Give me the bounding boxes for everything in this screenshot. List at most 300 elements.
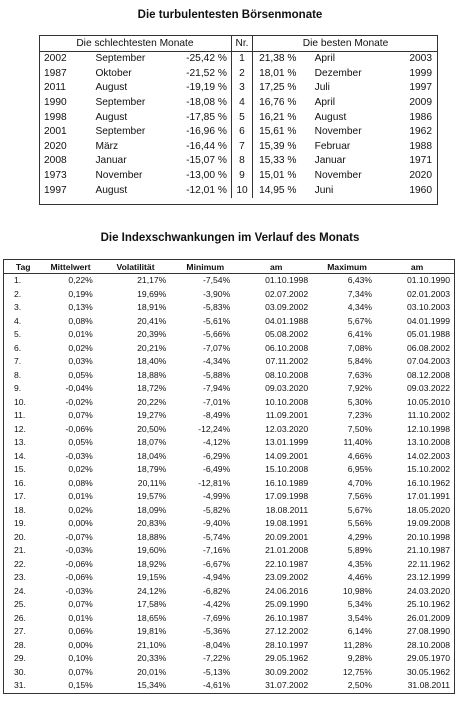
rank-nr-cell: 2 — [231, 67, 252, 82]
minimum-cell: -4,12% — [203, 437, 231, 448]
am-max-cell: 25.10.1962 — [406, 599, 450, 610]
tag-cell: 20. — [14, 531, 26, 542]
mittelwert-cell: -0,04% — [65, 383, 93, 394]
day-row — [4, 558, 455, 572]
tag-cell: 29. — [14, 653, 26, 664]
volatilitaet-cell: 24,12% — [137, 585, 167, 596]
header-tag: Tag — [4, 260, 43, 274]
worst-year-cell: 2020 — [44, 140, 67, 152]
volatilitaet-cell: 18,09% — [137, 504, 167, 515]
am-min-cell: 10.10.2008 — [265, 396, 309, 407]
best-month-cell: Juni — [314, 184, 334, 196]
day-row — [4, 490, 455, 504]
best-month-cell: November — [314, 170, 362, 182]
am-max-cell: 08.12.2008 — [406, 369, 450, 380]
volatilitaet-cell: 18,88% — [137, 369, 167, 380]
day-row — [4, 477, 455, 491]
worst-year-cell: 1973 — [44, 170, 67, 182]
worst-pct-cell: -15,07 % — [186, 155, 227, 167]
volatilitaet-cell: 18,65% — [137, 612, 167, 623]
tag-cell: 27. — [14, 626, 26, 637]
volatilitaet-cell: 19,69% — [137, 288, 167, 299]
am-max-cell: 17.01.1991 — [406, 491, 450, 502]
maximum-cell: 4,66% — [347, 450, 373, 461]
minimum-cell: -8,04% — [203, 639, 231, 650]
best-month-cell: Februar — [314, 140, 351, 152]
minimum-cell: -7,54% — [203, 275, 231, 286]
volatilitaet-cell: 20,22% — [137, 396, 167, 407]
minimum-cell: -5,66% — [203, 329, 231, 340]
am-min-cell: 04.01.1988 — [265, 315, 309, 326]
minimum-cell: -5,74% — [203, 531, 231, 542]
best-year-cell: 1960 — [409, 184, 432, 196]
maximum-cell: 7,34% — [347, 288, 373, 299]
maximum-cell: 5,84% — [347, 356, 373, 367]
best-year-cell: 1999 — [409, 67, 432, 79]
tag-cell: 25. — [14, 599, 26, 610]
day-row — [4, 342, 455, 356]
volatilitaet-cell: 19,60% — [137, 545, 167, 556]
rank-nr-cell: 4 — [231, 96, 252, 111]
day-row — [4, 504, 455, 518]
day-row — [4, 652, 455, 666]
day-row — [4, 517, 455, 531]
volatilitaet-cell: 19,15% — [137, 572, 167, 583]
tag-cell: 8. — [14, 369, 22, 380]
best-month-cell: Juli — [314, 82, 330, 94]
tag-cell: 6. — [14, 342, 22, 353]
am-max-cell: 30.05.1962 — [406, 666, 450, 677]
am-min-cell: 01.10.1998 — [265, 275, 309, 286]
tag-cell: 19. — [14, 518, 26, 529]
volatilitaet-cell: 19,57% — [137, 491, 167, 502]
am-max-cell: 01.10.1990 — [406, 275, 450, 286]
am-min-cell: 26.10.1987 — [265, 612, 309, 623]
worst-year-cell: 1990 — [44, 97, 67, 109]
tag-cell: 18. — [14, 504, 26, 515]
maximum-cell: 7,63% — [347, 369, 373, 380]
tag-cell: 15. — [14, 464, 26, 475]
mittelwert-cell: -0,06% — [65, 423, 93, 434]
mittelwert-cell: -0,07% — [65, 531, 93, 542]
best-month-cell: Dezember — [314, 67, 362, 79]
am-max-cell: 24.03.2020 — [406, 585, 450, 596]
maximum-cell: 6,95% — [347, 464, 373, 475]
rank-nr-cell: 9 — [231, 169, 252, 184]
tag-cell: 28. — [14, 639, 26, 650]
best-pct-cell: 17,25 % — [259, 82, 297, 94]
minimum-cell: -9,40% — [203, 518, 231, 529]
months-table-frame — [39, 35, 438, 205]
tag-cell: 12. — [14, 423, 26, 434]
am-min-cell: 15.10.2008 — [265, 464, 309, 475]
rank-nr-cell: 10 — [231, 183, 252, 198]
best-month-cell: August — [314, 111, 347, 123]
best-pct-cell: 15,39 % — [259, 140, 297, 152]
maximum-cell: 11,40% — [343, 437, 373, 448]
header-maximum: Maximum — [314, 260, 380, 274]
rank-nr-cell: 6 — [231, 125, 252, 140]
am-min-cell: 05.08.2002 — [265, 329, 309, 340]
tag-cell: 2. — [14, 288, 22, 299]
day-row — [4, 585, 455, 599]
minimum-cell: -5,88% — [203, 369, 231, 380]
day-row — [4, 450, 455, 464]
worst-pct-cell: -19,19 % — [186, 82, 227, 94]
mittelwert-cell: -0,06% — [65, 558, 93, 569]
volatilitaet-cell: 20,11% — [137, 477, 167, 488]
mittelwert-cell: 0,10% — [68, 653, 93, 664]
daily-table-header — [4, 260, 455, 274]
best-month-cell: November — [314, 126, 362, 138]
am-min-cell: 25.09.1990 — [265, 599, 309, 610]
tag-cell: 10. — [14, 396, 26, 407]
tag-cell: 7. — [14, 356, 22, 367]
mittelwert-cell: 0,22% — [68, 275, 93, 286]
minimum-cell: -7,22% — [203, 653, 231, 664]
am-min-cell: 03.09.2002 — [265, 302, 309, 313]
mittelwert-cell: 0,02% — [68, 504, 93, 515]
mittelwert-cell: -0,06% — [65, 572, 93, 583]
tag-cell: 13. — [14, 437, 26, 448]
volatilitaet-cell: 19,27% — [137, 410, 167, 421]
minimum-cell: -4,99% — [203, 491, 231, 502]
minimum-cell: -6,29% — [203, 450, 231, 461]
am-max-cell: 19.09.2008 — [406, 518, 450, 529]
am-max-cell: 09.03.2022 — [406, 383, 450, 394]
worst-pct-cell: -16,96 % — [186, 126, 227, 138]
volatilitaet-cell: 18,88% — [137, 531, 167, 542]
maximum-cell: 5,56% — [347, 518, 373, 529]
volatilitaet-cell: 18,92% — [137, 558, 167, 569]
header-volatilitaet: Volatilität — [99, 260, 173, 274]
volatilitaet-cell: 20,21% — [137, 342, 167, 353]
day-row — [4, 612, 455, 626]
maximum-cell: 10,98% — [342, 585, 373, 596]
tag-cell: 11. — [14, 410, 26, 421]
mittelwert-cell: 0,07% — [68, 410, 93, 421]
maximum-cell: 5,30% — [347, 396, 373, 407]
rank-nr-cell: 8 — [231, 154, 252, 169]
day-row — [4, 382, 455, 396]
am-min-cell: 08.10.2008 — [265, 369, 309, 380]
rank-nr-cell: 1 — [231, 52, 252, 67]
worst-year-cell: 1997 — [44, 184, 67, 196]
tag-cell: 31. — [14, 680, 26, 691]
minimum-cell: -3,90% — [203, 288, 231, 299]
maximum-cell: 4,35% — [347, 558, 373, 569]
day-row — [4, 315, 455, 329]
day-row — [4, 544, 455, 558]
tag-cell: 17. — [14, 491, 26, 502]
best-year-cell: 2003 — [409, 53, 432, 65]
am-min-cell: 13.01.1999 — [265, 437, 309, 448]
mittelwert-cell: 0,03% — [68, 356, 93, 367]
maximum-cell: 2,50% — [347, 680, 373, 691]
worst-year-cell: 2001 — [44, 126, 67, 138]
am-max-cell: 23.12.1999 — [406, 572, 450, 583]
minimum-cell: -8,49% — [203, 410, 231, 421]
minimum-cell: -6,67% — [203, 558, 231, 569]
day-row — [4, 666, 455, 680]
volatilitaet-cell: 20,83% — [137, 518, 167, 529]
am-min-cell: 22.10.1987 — [265, 558, 309, 569]
day-row — [4, 301, 455, 315]
am-min-cell: 18.08.2011 — [265, 504, 309, 515]
maximum-cell: 5,67% — [347, 504, 373, 515]
tag-cell: 22. — [14, 558, 26, 569]
am-max-cell: 13.10.2008 — [406, 437, 450, 448]
mittelwert-cell: 0,06% — [68, 626, 93, 637]
best-year-cell: 1971 — [409, 155, 432, 167]
am-min-cell: 12.03.2020 — [265, 423, 309, 434]
am-max-cell: 31.08.2011 — [407, 680, 450, 691]
minimum-cell: -7,94% — [203, 383, 231, 394]
top-title: Die turbulentesten Börsenmonate — [137, 9, 323, 21]
mittelwert-cell: -0,03% — [65, 585, 93, 596]
rank-nr-cell: 5 — [231, 110, 252, 125]
volatilitaet-cell: 21,17% — [137, 275, 167, 286]
am-max-cell: 14.02.2003 — [406, 450, 450, 461]
tag-cell: 4. — [14, 315, 22, 326]
minimum-cell: -7,69% — [203, 612, 231, 623]
mittelwert-cell: 0,01% — [68, 329, 93, 340]
am-min-cell: 07.11.2002 — [265, 356, 309, 367]
maximum-cell: 5,67% — [347, 315, 373, 326]
am-max-cell: 16.10.1962 — [406, 477, 450, 488]
am-max-cell: 26.01.2009 — [406, 612, 450, 623]
worst-year-cell: 1987 — [44, 67, 67, 79]
am-max-cell: 03.10.2003 — [406, 302, 450, 313]
worst-year-cell: 1998 — [44, 111, 67, 123]
am-max-cell: 07.04.2003 — [406, 356, 450, 367]
best-month-cell: Januar — [314, 155, 346, 167]
best-pct-cell: 16,21 % — [259, 111, 297, 123]
minimum-cell: -6,49% — [203, 464, 231, 475]
am-min-cell: 29.05.1962 — [265, 653, 309, 664]
maximum-cell: 5,34% — [347, 599, 373, 610]
am-min-cell: 19.08.1991 — [265, 518, 309, 529]
mittelwert-cell: 0,05% — [68, 437, 93, 448]
best-pct-cell: 15,01 % — [259, 170, 297, 182]
tag-cell: 30. — [14, 666, 26, 677]
day-row — [4, 463, 455, 477]
day-row — [4, 571, 455, 585]
day-row — [4, 436, 455, 450]
am-max-cell: 10.05.2010 — [406, 396, 450, 407]
worst-month-cell: August — [95, 111, 128, 123]
am-max-cell: 28.10.2008 — [406, 639, 450, 650]
worst-pct-cell: -25,42 % — [186, 53, 227, 65]
mittelwert-cell: -0,03% — [65, 450, 93, 461]
maximum-cell: 6,41% — [347, 329, 373, 340]
maximum-cell: 4,70% — [347, 477, 373, 488]
header-nr: Nr. — [231, 36, 252, 52]
worst-month-cell: Oktober — [95, 67, 132, 79]
am-min-cell: 17.09.1998 — [265, 491, 309, 502]
bottom-title: Die Indexschwankungen im Verlauf des Monats — [100, 232, 360, 244]
tag-cell: 26. — [14, 612, 26, 623]
header-am-max: am — [380, 260, 454, 274]
day-row — [4, 396, 455, 410]
tag-cell: 16. — [14, 477, 26, 488]
day-row — [4, 409, 455, 423]
minimum-cell: -7,07% — [203, 342, 231, 353]
volatilitaet-cell: 20,50% — [137, 423, 167, 434]
mittelwert-cell: -0,03% — [65, 545, 93, 556]
minimum-cell: -5,13% — [203, 666, 231, 677]
header-minimum: Minimum — [172, 260, 238, 274]
worst-month-cell: September — [95, 126, 146, 138]
worst-month-cell: November — [95, 170, 143, 182]
mittelwert-cell: 0,05% — [68, 369, 93, 380]
worst-month-cell: Januar — [95, 155, 127, 167]
tag-cell: 21. — [14, 545, 26, 556]
am-max-cell: 06.08.2002 — [406, 342, 450, 353]
best-pct-cell: 15,33 % — [259, 155, 297, 167]
day-row — [4, 531, 455, 545]
volatilitaet-cell: 17,58% — [137, 599, 167, 610]
minimum-cell: -12,81% — [198, 477, 231, 488]
minimum-cell: -4,94% — [203, 572, 231, 583]
worst-pct-cell: -18,08 % — [186, 97, 227, 109]
day-row — [4, 274, 455, 288]
volatilitaet-cell: 20,41% — [137, 315, 167, 326]
volatilitaet-cell: 20,01% — [137, 666, 167, 677]
tag-cell: 14. — [14, 450, 26, 461]
am-min-cell: 11.09.2001 — [265, 410, 309, 421]
day-row — [4, 639, 455, 653]
minimum-cell: -12,24% — [198, 423, 231, 434]
header-mittelwert: Mittelwert — [42, 260, 98, 274]
header-best-months: Die besten Monate — [253, 36, 438, 52]
worst-year-cell: 2008 — [44, 155, 67, 167]
rank-nr-cell: 3 — [231, 81, 252, 96]
am-min-cell: 27.12.2002 — [265, 626, 309, 637]
tag-cell: 9. — [14, 383, 22, 394]
volatilitaet-cell: 18,91% — [137, 302, 167, 313]
mittelwert-cell: 0,00% — [68, 518, 93, 529]
minimum-cell: -5,82% — [203, 504, 231, 515]
maximum-cell: 7,92% — [347, 383, 373, 394]
maximum-cell: 12,75% — [342, 666, 373, 677]
volatilitaet-cell: 18,72% — [137, 383, 167, 394]
am-min-cell: 20.09.2001 — [265, 531, 309, 542]
maximum-cell: 7,50% — [347, 423, 373, 434]
best-year-cell: 2009 — [409, 97, 432, 109]
best-year-cell: 1988 — [409, 140, 432, 152]
tag-cell: 1. — [14, 275, 22, 286]
mittelwert-cell: 0,07% — [68, 666, 93, 677]
mittelwert-cell: 0,02% — [68, 464, 93, 475]
best-pct-cell: 16,76 % — [259, 97, 297, 109]
minimum-cell: -4,61% — [203, 680, 231, 691]
day-row — [4, 679, 455, 693]
am-max-cell: 11.10.2002 — [407, 410, 450, 421]
mittelwert-cell: 0,02% — [68, 342, 93, 353]
worst-pct-cell: -12,01 % — [186, 184, 227, 196]
am-min-cell: 23.09.2002 — [265, 572, 309, 583]
mittelwert-cell: 0,00% — [68, 639, 93, 650]
best-month-cell: April — [314, 53, 335, 65]
mittelwert-cell: 0,13% — [68, 302, 93, 313]
am-max-cell: 27.08.1990 — [406, 626, 450, 637]
maximum-cell: 3,54% — [347, 612, 373, 623]
worst-month-cell: September — [95, 97, 146, 109]
day-row — [4, 625, 455, 639]
day-row — [4, 288, 455, 302]
am-max-cell: 04.01.1999 — [406, 315, 450, 326]
maximum-cell: 7,08% — [347, 342, 373, 353]
worst-pct-cell: -16,44 % — [186, 140, 227, 152]
tag-cell: 23. — [14, 572, 26, 583]
volatilitaet-cell: 21,10% — [137, 639, 167, 650]
maximum-cell: 4,46% — [347, 572, 373, 583]
minimum-cell: -4,42% — [203, 599, 231, 610]
maximum-cell: 5,89% — [347, 545, 373, 556]
am-min-cell: 02.07.2002 — [265, 288, 309, 299]
am-max-cell: 18.05.2020 — [406, 504, 450, 515]
worst-pct-cell: -17,85 % — [186, 111, 227, 123]
am-min-cell: 21.01.2008 — [265, 545, 309, 556]
mittelwert-cell: 0,01% — [68, 612, 93, 623]
maximum-cell: 4,29% — [347, 531, 373, 542]
daily-volatility-table — [3, 259, 455, 694]
maximum-cell: 4,34% — [347, 302, 373, 313]
am-min-cell: 30.09.2002 — [265, 666, 309, 677]
minimum-cell: -7,16% — [203, 545, 231, 556]
minimum-cell: -5,83% — [203, 302, 231, 313]
day-row — [4, 423, 455, 437]
worst-month-cell: August — [95, 82, 128, 94]
am-max-cell: 29.05.1970 — [406, 653, 450, 664]
volatilitaet-cell: 18,40% — [137, 356, 167, 367]
mittelwert-cell: 0,08% — [68, 477, 93, 488]
mittelwert-cell: 0,01% — [68, 491, 93, 502]
am-min-cell: 28.10.1997 — [265, 639, 309, 650]
am-min-cell: 24.06.2016 — [265, 585, 309, 596]
worst-month-cell: September — [95, 53, 146, 65]
best-year-cell: 1986 — [409, 111, 432, 123]
am-max-cell: 02.01.2003 — [406, 288, 450, 299]
am-max-cell: 22.11.1962 — [407, 558, 450, 569]
day-row — [4, 369, 455, 383]
volatilitaet-cell: 20,33% — [137, 653, 167, 664]
day-row — [4, 355, 455, 369]
best-pct-cell: 18,01 % — [259, 67, 297, 79]
header-am-min: am — [238, 260, 314, 274]
best-month-cell: April — [314, 97, 335, 109]
worst-pct-cell: -21,52 % — [186, 67, 227, 79]
volatilitaet-cell: 19,81% — [137, 626, 167, 637]
am-max-cell: 05.01.1988 — [406, 329, 450, 340]
maximum-cell: 6,43% — [347, 275, 373, 286]
am-max-cell: 15.10.2002 — [406, 464, 450, 475]
worst-month-cell: März — [95, 140, 119, 152]
maximum-cell: 7,56% — [347, 491, 373, 502]
minimum-cell: -4,34% — [203, 356, 231, 367]
am-min-cell: 06.10.2008 — [265, 342, 309, 353]
minimum-cell: -5,36% — [203, 626, 231, 637]
am-max-cell: 20.10.1998 — [406, 531, 450, 542]
best-year-cell: 1962 — [409, 126, 432, 138]
worst-month-cell: August — [95, 184, 128, 196]
volatilitaet-cell: 15,34% — [137, 680, 167, 691]
mittelwert-cell: 0,19% — [68, 288, 93, 299]
am-min-cell: 14.09.2001 — [265, 450, 309, 461]
am-min-cell: 16.10.1989 — [265, 477, 309, 488]
day-row — [4, 598, 455, 612]
